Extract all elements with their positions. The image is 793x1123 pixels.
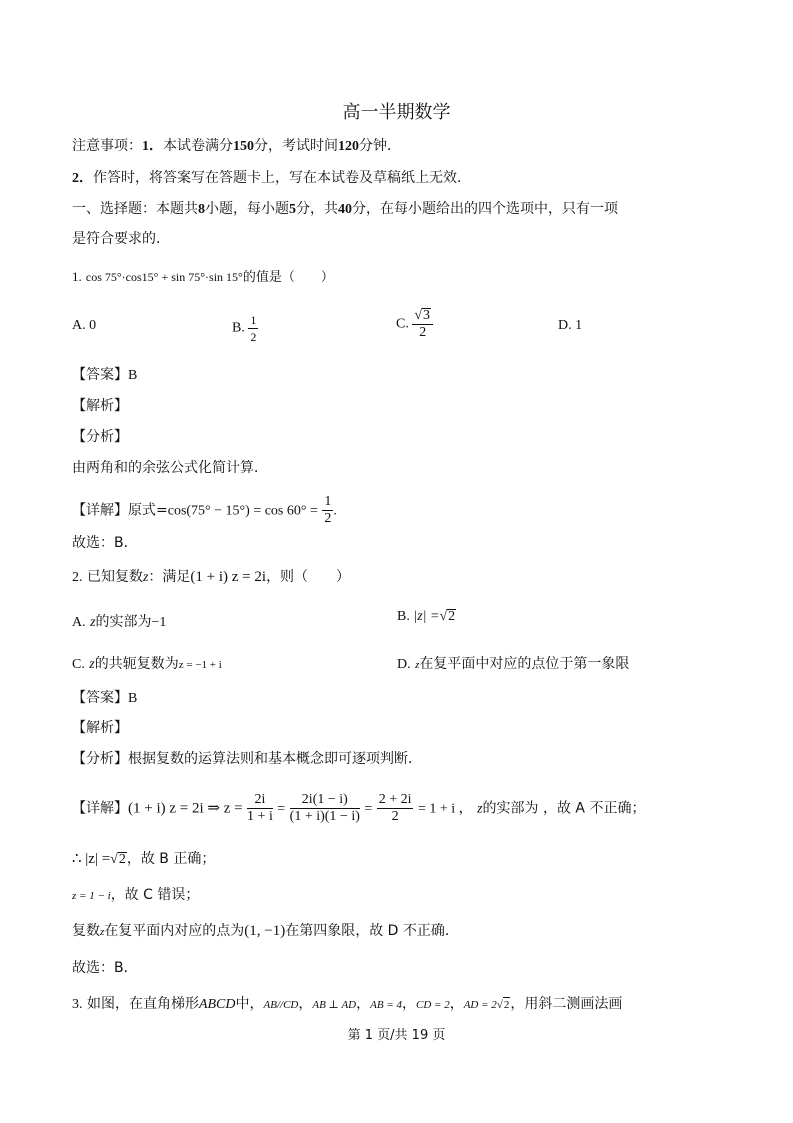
- question-expression: cos 75°·cos15° + sin 75°·sin 15°: [85, 270, 243, 284]
- radicand: 3: [423, 308, 431, 323]
- q2-option-a: [72, 611, 166, 631]
- question-2: [72, 567, 350, 588]
- option-label: B.: [397, 609, 410, 624]
- detail-text: ，故 B 正确；: [126, 851, 216, 867]
- q1-option-a: A. 0: [72, 318, 97, 333]
- option-value: z = −1 + i: [178, 659, 222, 671]
- full-score: 150: [233, 139, 254, 154]
- numerator: 1: [324, 494, 332, 509]
- option-value: −1: [151, 615, 167, 630]
- detail-result: = 1 + i ，: [417, 801, 473, 817]
- variable: z: [89, 657, 95, 672]
- answer-label: 【答案】: [72, 690, 128, 706]
- notice-num-1: 1．: [142, 139, 163, 154]
- notice-num-2: 2．: [72, 171, 93, 186]
- notice-text: 分，考试时间: [254, 138, 338, 154]
- section-heading: [72, 199, 618, 220]
- exam-time: 120: [338, 139, 359, 154]
- option-text: 在复平面中对应的点位于第一象限: [419, 656, 630, 672]
- separator: ，: [298, 996, 313, 1012]
- variable: z: [90, 615, 96, 630]
- q1-detail: [72, 494, 337, 527]
- notice-label: 注意事项：: [72, 138, 142, 154]
- notice-text: 本试卷满分: [163, 138, 233, 154]
- fenxi-label: 【分析】: [72, 751, 128, 767]
- q1-option-c: [396, 308, 433, 341]
- q2-analysis-label: 【解析】: [72, 720, 128, 736]
- notice-line-2: [72, 168, 471, 189]
- numerator: 1: [250, 313, 257, 327]
- variable: z: [100, 926, 105, 938]
- section-total: 40: [338, 202, 352, 217]
- q2-fenxi: [72, 749, 422, 769]
- period: .: [333, 503, 337, 519]
- variable: z: [477, 801, 483, 817]
- detail-expression: cos(75° − 15°) = cos 60° =: [167, 503, 318, 519]
- question-number: 2.: [72, 570, 83, 585]
- section-text: 分，在每小题给出的四个选项中，只有一项: [352, 201, 618, 217]
- variable: z: [415, 659, 420, 671]
- q2-answer: [72, 688, 137, 709]
- fraction: [322, 494, 333, 527]
- denominator: 2: [324, 511, 332, 526]
- figure-name: ABCD: [198, 997, 236, 1012]
- fraction: [290, 792, 360, 825]
- condition: CD = 2: [415, 999, 450, 1011]
- question-number: 3.: [72, 997, 83, 1012]
- detail-expression: ∴ |z| =: [72, 851, 111, 867]
- condition: AB = 4: [370, 999, 402, 1011]
- q1-answer: [72, 365, 137, 386]
- condition: AD = 2: [463, 999, 497, 1011]
- notice-text: 作答时，将答案写在答题卡上，写在本试卷及草稿纸上无效．: [93, 170, 471, 186]
- option-label: B.: [232, 320, 245, 336]
- page-title: 高一半期数学: [342, 102, 451, 123]
- question-equation: (1 + i) z = 2i: [190, 569, 267, 585]
- denominator: 1 + i: [247, 809, 273, 824]
- fraction: [248, 312, 258, 345]
- fraction: [377, 792, 414, 825]
- q1-analysis-label: 【解析】: [72, 398, 128, 414]
- detail-text: 在第四象限，故 D 不正确．: [285, 923, 459, 939]
- fraction: [412, 308, 433, 341]
- detail-text: 在复平面内对应的点为: [104, 923, 245, 939]
- separator: ，: [356, 996, 371, 1012]
- q2-option-d: [397, 653, 629, 673]
- q2-detail-line-4: [72, 921, 459, 942]
- numerator: √3: [412, 308, 433, 325]
- section-heading-line-2: 是符合要求的．: [72, 231, 170, 247]
- section-text: 一、选择题：本题共: [72, 201, 198, 217]
- option-label: C.: [396, 316, 409, 332]
- detail-text: 的实部为 ，故 A 不正确；: [482, 800, 646, 817]
- section-each: 5: [289, 202, 296, 217]
- section-text: 分，共: [296, 201, 338, 217]
- question-text: ，则（ ）: [266, 569, 351, 585]
- section-count: 8: [198, 202, 205, 217]
- variable: z: [142, 570, 149, 585]
- question-text: 中，: [235, 996, 264, 1012]
- detail-label: 【详解】: [72, 502, 128, 519]
- answer-value: B: [128, 368, 138, 383]
- section-text: 小题，每小题: [205, 201, 289, 217]
- option-label: D.: [397, 657, 411, 672]
- q2-detail-line-2: ∴ |z| =√2，故 B 正确；: [72, 851, 216, 867]
- numerator: 2 + 2i: [378, 792, 412, 807]
- option-expression: |z| =: [413, 609, 440, 624]
- denominator: (1 + i)(1 − i): [289, 809, 360, 824]
- fraction: [247, 792, 273, 825]
- question-text: ，用斜二测画法画: [510, 996, 623, 1012]
- q2-detail: 【详解】(1 + i) z = 2i ⇒ z = $\frac{2i}{1 + i}$ = $\frac{2i(1 - i)}{(1 + i)(1 - i)}$ = $\frac{2 + 2i}{2}$ = 1 + i ， z的实部为 ，故 A 不正确；: [72, 792, 646, 824]
- question-text: 的值是（ ）: [242, 270, 334, 285]
- notice-text: 分钟．: [359, 138, 401, 154]
- option-label: A.: [72, 615, 86, 630]
- detail-text: ，故 C 错误；: [110, 887, 200, 903]
- question-text: 如图，在直角梯形: [86, 996, 199, 1012]
- denominator: 2: [419, 325, 427, 340]
- notice-line-1: [72, 136, 401, 157]
- detail-label: 【详解】: [72, 800, 128, 817]
- detail-expression: (1 + i) z = 2i ⇒ z =: [128, 800, 243, 817]
- q1-option-d: D. 1: [558, 318, 583, 333]
- detail-text: 复数: [72, 923, 100, 939]
- question-3: 3. 如图，在直角梯形ABCD中，AB//CD，AB ⊥ AD，AB = 4，CD = 2，AD = 2√2，用斜二测画法画: [72, 996, 623, 1012]
- denominator: 2: [250, 330, 257, 344]
- page-footer: 第 1 页/共 19 页: [347, 1028, 446, 1043]
- separator: ，: [401, 996, 416, 1012]
- condition: AB ⊥ AD: [312, 999, 357, 1011]
- radicand: 2: [118, 852, 126, 867]
- numerator: 2i(1 − i): [290, 792, 360, 809]
- point: (1, −1): [244, 923, 286, 939]
- option-text: 的实部为: [95, 614, 152, 630]
- option-text: 的共轭复数为: [94, 656, 179, 672]
- detail-text: 原式=: [128, 502, 168, 519]
- numerator: 2i: [247, 792, 273, 809]
- denominator: 2: [391, 809, 399, 824]
- answer-label: 【答案】: [72, 367, 128, 383]
- q1-fenxi-text: 由两角和的余弦公式化简计算．: [72, 460, 268, 476]
- q2-option-c: [72, 653, 222, 673]
- question-number: 1.: [72, 269, 82, 284]
- q2-choose: 故选：B．: [72, 960, 138, 976]
- q2-option-b: B. |z| =√2: [397, 609, 456, 624]
- fenxi-text: 根据复数的运算法则和基本概念即可逐项判断．: [128, 751, 422, 767]
- detail-expression: z = 1 − i: [72, 890, 111, 902]
- q1-option-b: [232, 312, 258, 345]
- q2-detail-line-3: [72, 885, 199, 906]
- condition: AB//CD: [263, 999, 299, 1011]
- radicand: 2: [503, 999, 510, 1011]
- question-1: [72, 267, 334, 288]
- q1-choose: 故选：B．: [72, 535, 138, 551]
- option-label: C.: [72, 657, 85, 672]
- radicand: 2: [448, 609, 456, 624]
- answer-value: B: [128, 691, 138, 706]
- q1-fenxi-label: 【分析】: [72, 429, 128, 445]
- question-text: ：满足: [148, 569, 191, 585]
- question-text: 已知复数: [86, 569, 143, 585]
- separator: ，: [449, 996, 464, 1012]
